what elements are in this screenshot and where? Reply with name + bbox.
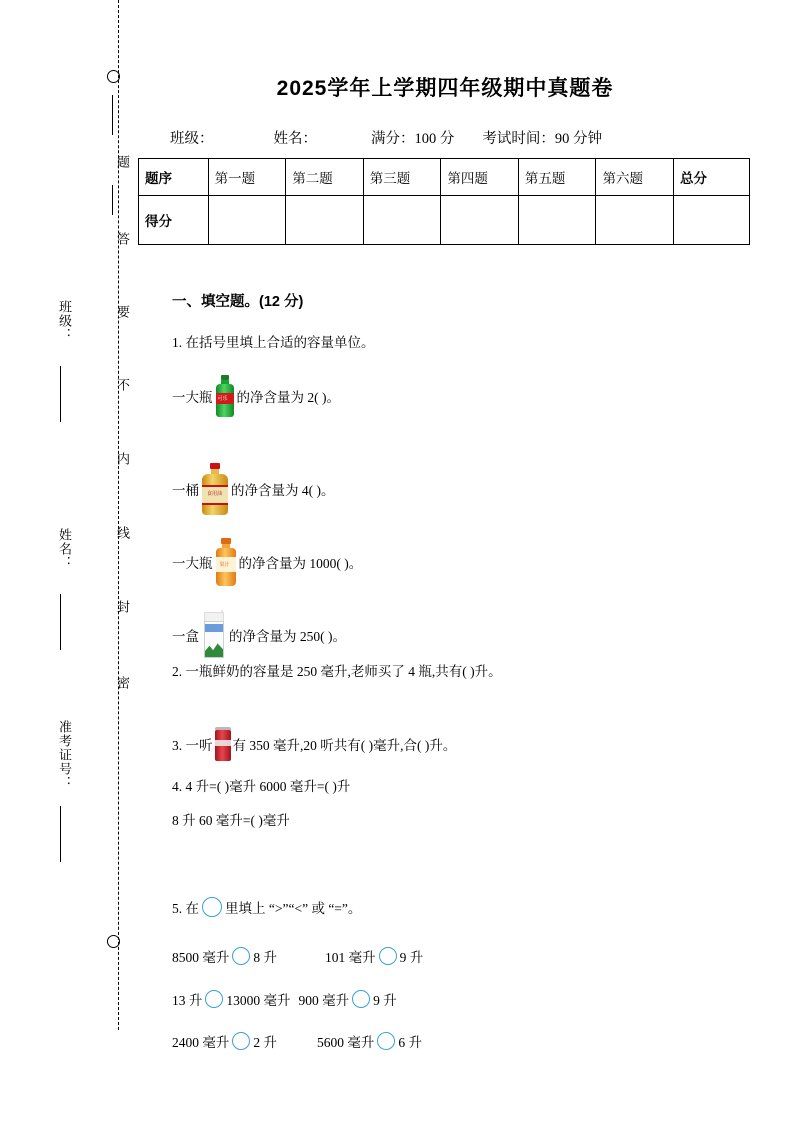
score-header-cell-6: 第六题 [596, 159, 674, 196]
soda-can-icon [214, 727, 232, 761]
score-body-cell-2[interactable] [286, 196, 364, 245]
q5-r1-a-left: 8500 毫升 [172, 950, 230, 965]
q1-item-2-suffix: 的净含量为 4( )。 [231, 483, 335, 498]
student-field-class-line [60, 366, 61, 422]
paper-content [130, 0, 793, 1122]
score-body-cell-5[interactable] [518, 196, 596, 245]
q5-r3-b-left: 5600 毫升 [317, 1035, 375, 1050]
compare-circle-icon[interactable] [352, 990, 370, 1008]
question-4-line-1: 4. 4 升=( )毫升 6000 毫升=( )升 [172, 779, 351, 794]
score-body-cell-4[interactable] [441, 196, 519, 245]
seal-char-7: 密 [115, 676, 130, 691]
seal-circle-top [107, 70, 120, 83]
compare-circle-icon[interactable] [205, 990, 223, 1008]
cola-bottle-icon: 可乐 [214, 375, 236, 417]
q1-item-1-prefix: 一大瓶 [172, 390, 213, 405]
q5-r3-b-right: 6 升 [398, 1035, 422, 1050]
score-header-cell-4: 第四题 [441, 159, 519, 196]
section-heading: 一、填空题。(12 分) [172, 294, 304, 310]
question-1-item-1 [172, 375, 340, 417]
q3-suffix: 有 350 毫升,20 听共有( )毫升,合( )升。 [232, 738, 457, 753]
compare-circle-icon[interactable] [232, 947, 250, 965]
score-header-cell-2: 第二题 [286, 159, 364, 196]
score-body-cell-7[interactable] [674, 196, 750, 245]
score-header-cell-7: 总分 [674, 159, 750, 196]
page-title: 2025学年上学期四年级期中真题卷 [276, 77, 614, 100]
score-table [138, 158, 750, 245]
oil-bottle-icon: 食用油 [200, 463, 230, 515]
juice-bottle-icon: 果汁 [214, 538, 238, 586]
full-score-label: 满分：100 分 [371, 131, 455, 147]
exam-info-row [170, 127, 760, 148]
q5-r1-a-right: 8 升 [253, 950, 277, 965]
compare-circle-icon[interactable] [379, 947, 397, 965]
question-3 [172, 727, 456, 761]
seal-solid-mark-2 [112, 185, 113, 215]
q5-suffix: 里填上 “>”“<” 或 “=”。 [225, 901, 362, 916]
seal-circle-bottom [107, 935, 120, 948]
student-field-name: 姓名： [57, 528, 72, 570]
compare-circle-icon[interactable] [232, 1032, 250, 1050]
name-label: 姓名： [273, 131, 317, 147]
seal-char-2: 要 [115, 305, 130, 320]
seal-char-6: 封 [115, 600, 130, 615]
compare-circle-icon[interactable] [202, 897, 222, 917]
seal-line-column [0, 0, 130, 1122]
q5-r2-a-left: 13 升 [172, 993, 203, 1008]
student-field-id-line [60, 806, 61, 862]
question-1-item-2 [172, 463, 335, 515]
score-body-cell-6[interactable] [596, 196, 674, 245]
score-header-cell-0: 题序 [139, 159, 209, 196]
seal-solid-mark-1 [112, 95, 113, 135]
q5-prefix: 5. 在 [172, 901, 199, 916]
q5-r3-a-left: 2400 毫升 [172, 1035, 230, 1050]
milk-carton-icon [200, 612, 228, 658]
table-row [139, 196, 750, 245]
score-header-cell-3: 第三题 [363, 159, 441, 196]
q1-item-1-suffix: 的净含量为 2( )。 [236, 390, 340, 405]
question-2: 2. 一瓶鲜奶的容量是 250 毫升,老师买了 4 瓶,共有( )升。 [172, 664, 502, 679]
class-label: 班级： [170, 131, 214, 147]
q1-item-3-suffix: 的净含量为 1000( )。 [238, 556, 363, 571]
q1-item-3-prefix: 一大瓶 [172, 556, 213, 571]
question-5-row-2 [172, 989, 397, 1009]
question-5-row-3 [172, 1031, 422, 1051]
exam-time-label: 考试时间：90 分钟 [482, 131, 602, 147]
seal-char-4: 内 [115, 452, 130, 467]
score-body-cell-3[interactable] [363, 196, 441, 245]
question-5-row-1 [172, 946, 423, 966]
q5-r2-b-right: 9 升 [373, 993, 397, 1008]
q5-r2-a-right: 13000 毫升 [226, 993, 291, 1008]
compare-circle-icon[interactable] [377, 1032, 395, 1050]
q5-r3-a-right: 2 升 [253, 1035, 277, 1050]
question-1: 1. 在括号里填上合适的容量单位。 [172, 335, 375, 350]
question-5 [172, 897, 361, 917]
question-4-line-2: 8 升 60 毫升=( )毫升 [172, 813, 290, 828]
q1-item-4-suffix: 的净含量为 250( )。 [229, 629, 346, 644]
q5-r2-b-left: 900 毫升 [298, 993, 350, 1008]
q1-item-2-prefix: 一桶 [172, 483, 199, 498]
student-field-name-line [60, 594, 61, 650]
student-field-class: 班级： [57, 300, 72, 342]
q5-r1-b-right: 9 升 [399, 950, 424, 965]
score-body-cell-0: 得分 [139, 196, 209, 245]
q3-prefix: 3. 一听 [172, 738, 213, 753]
seal-char-1: 答 [115, 232, 130, 247]
seal-char-5: 线 [115, 526, 130, 541]
score-header-cell-1: 第一题 [208, 159, 286, 196]
student-field-id: 准考证号： [57, 720, 72, 790]
seal-char-3: 不 [115, 378, 130, 393]
q5-r1-b-left: 101 毫升 [325, 950, 376, 965]
question-1-item-4 [172, 612, 346, 658]
score-header-cell-5: 第五题 [518, 159, 596, 196]
seal-char-0: 题 [115, 155, 130, 170]
table-row [139, 159, 750, 196]
question-1-item-3 [172, 538, 362, 586]
q1-item-4-prefix: 一盒 [172, 629, 199, 644]
score-body-cell-1[interactable] [208, 196, 286, 245]
